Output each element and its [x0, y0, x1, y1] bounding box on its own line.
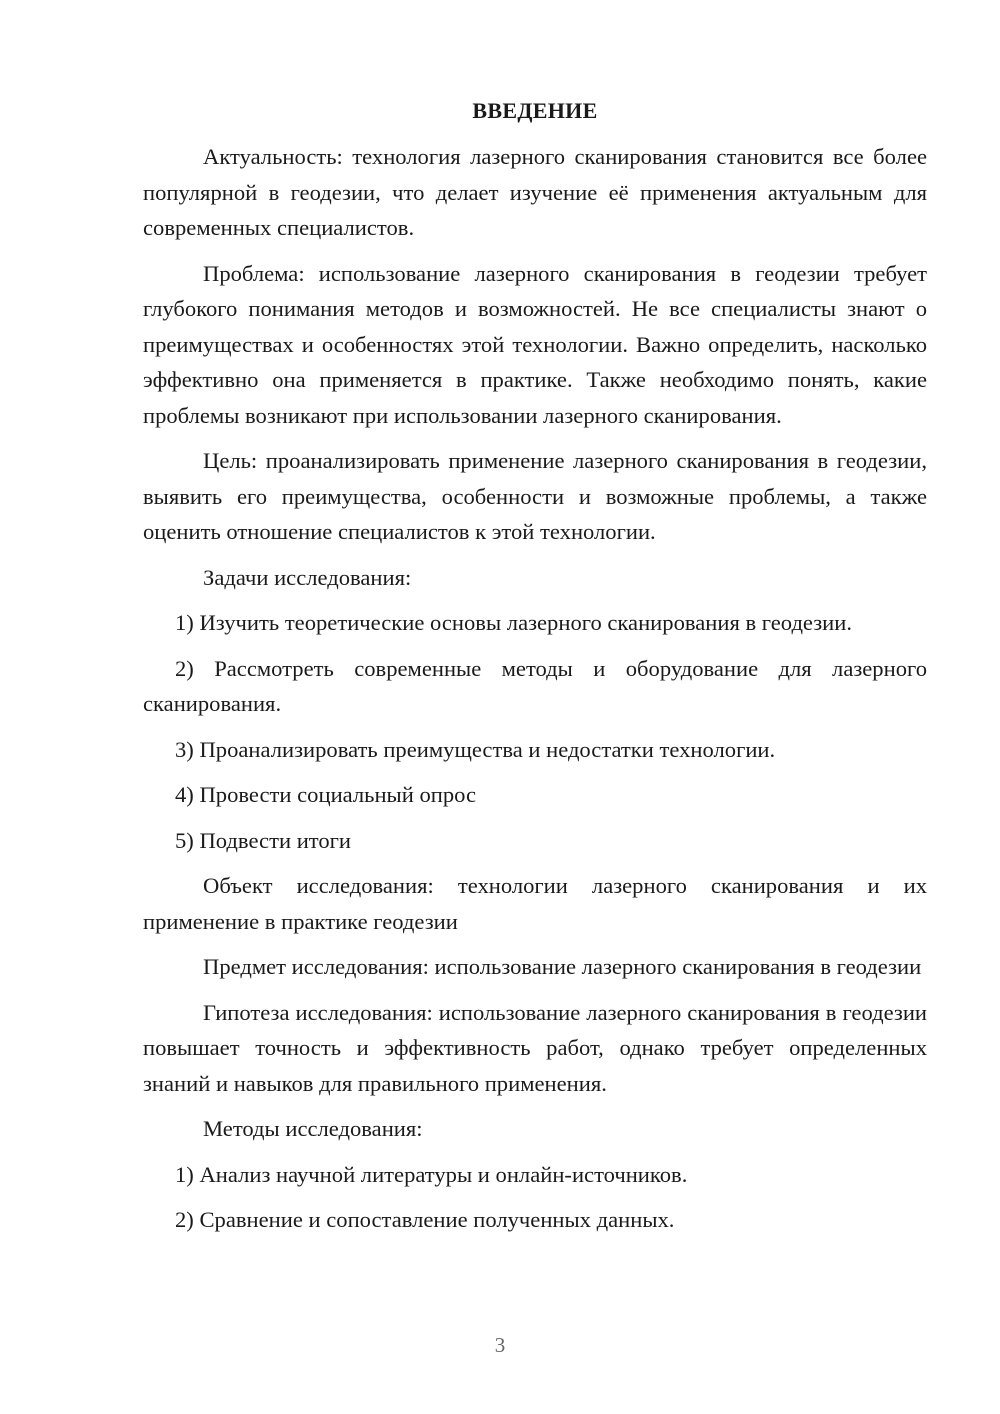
method-item: 1) Анализ научной литературы и онлайн-источников.	[175, 1161, 688, 1187]
task-item: 3) Проанализировать преимущества и недостатки технологии.	[175, 736, 776, 762]
problem-paragraph: Проблема: использование лазерного сканирования в геодезии требует глубокого понимания методов и возможностей. Не все специалисты знают о преимуществах и особенностях этой технологии. Важно определить, насколько эффективно она применяется в практике. Также необходимо понять, какие проблемы возникают при использовании лазерного сканирования.	[143, 260, 927, 428]
task-item: 5) Подвести итоги	[175, 827, 352, 853]
object-paragraph: Объект исследования: технологии лазерного сканирования и их применение в практике геодезии	[143, 873, 927, 934]
task-item: 2) Рассмотреть современные методы и оборудование для лазерного сканирования.	[143, 655, 927, 716]
task-item: 1) Изучить теоретические основы лазерного сканирования в геодезии.	[175, 610, 852, 635]
page-number: 3	[494, 1333, 506, 1357]
document-page	[143, 96, 927, 1248]
relevance-paragraph: Актуальность: технология лазерного сканирования становится все более популярной в геодезии, что делает изучение её применения актуальным для современных специалистов.	[143, 144, 927, 240]
tasks-heading: Задачи исследования:	[203, 564, 412, 590]
subject-paragraph: Предмет исследования: использование лазерного сканирования в геодезии	[203, 954, 922, 979]
goal-paragraph: Цель: проанализировать применение лазерного сканирования в геодезии, выявить его преимущества, особенности и возможные проблемы, а также оценить отношение специалистов к этой технологии.	[143, 448, 927, 544]
hypothesis-paragraph: Гипотеза исследования: использование лазерного сканирования в геодезии повышает точность и эффективность работ, однако требует определенных знаний и навыков для правильного применения.	[143, 999, 927, 1096]
methods-heading: Методы исследования:	[203, 1116, 423, 1141]
section-heading: ВВЕДЕНИЕ	[472, 98, 598, 123]
task-item: 4) Провести социальный опрос	[175, 782, 477, 807]
method-item: 2) Сравнение и сопоставление полученных данных.	[175, 1207, 675, 1232]
